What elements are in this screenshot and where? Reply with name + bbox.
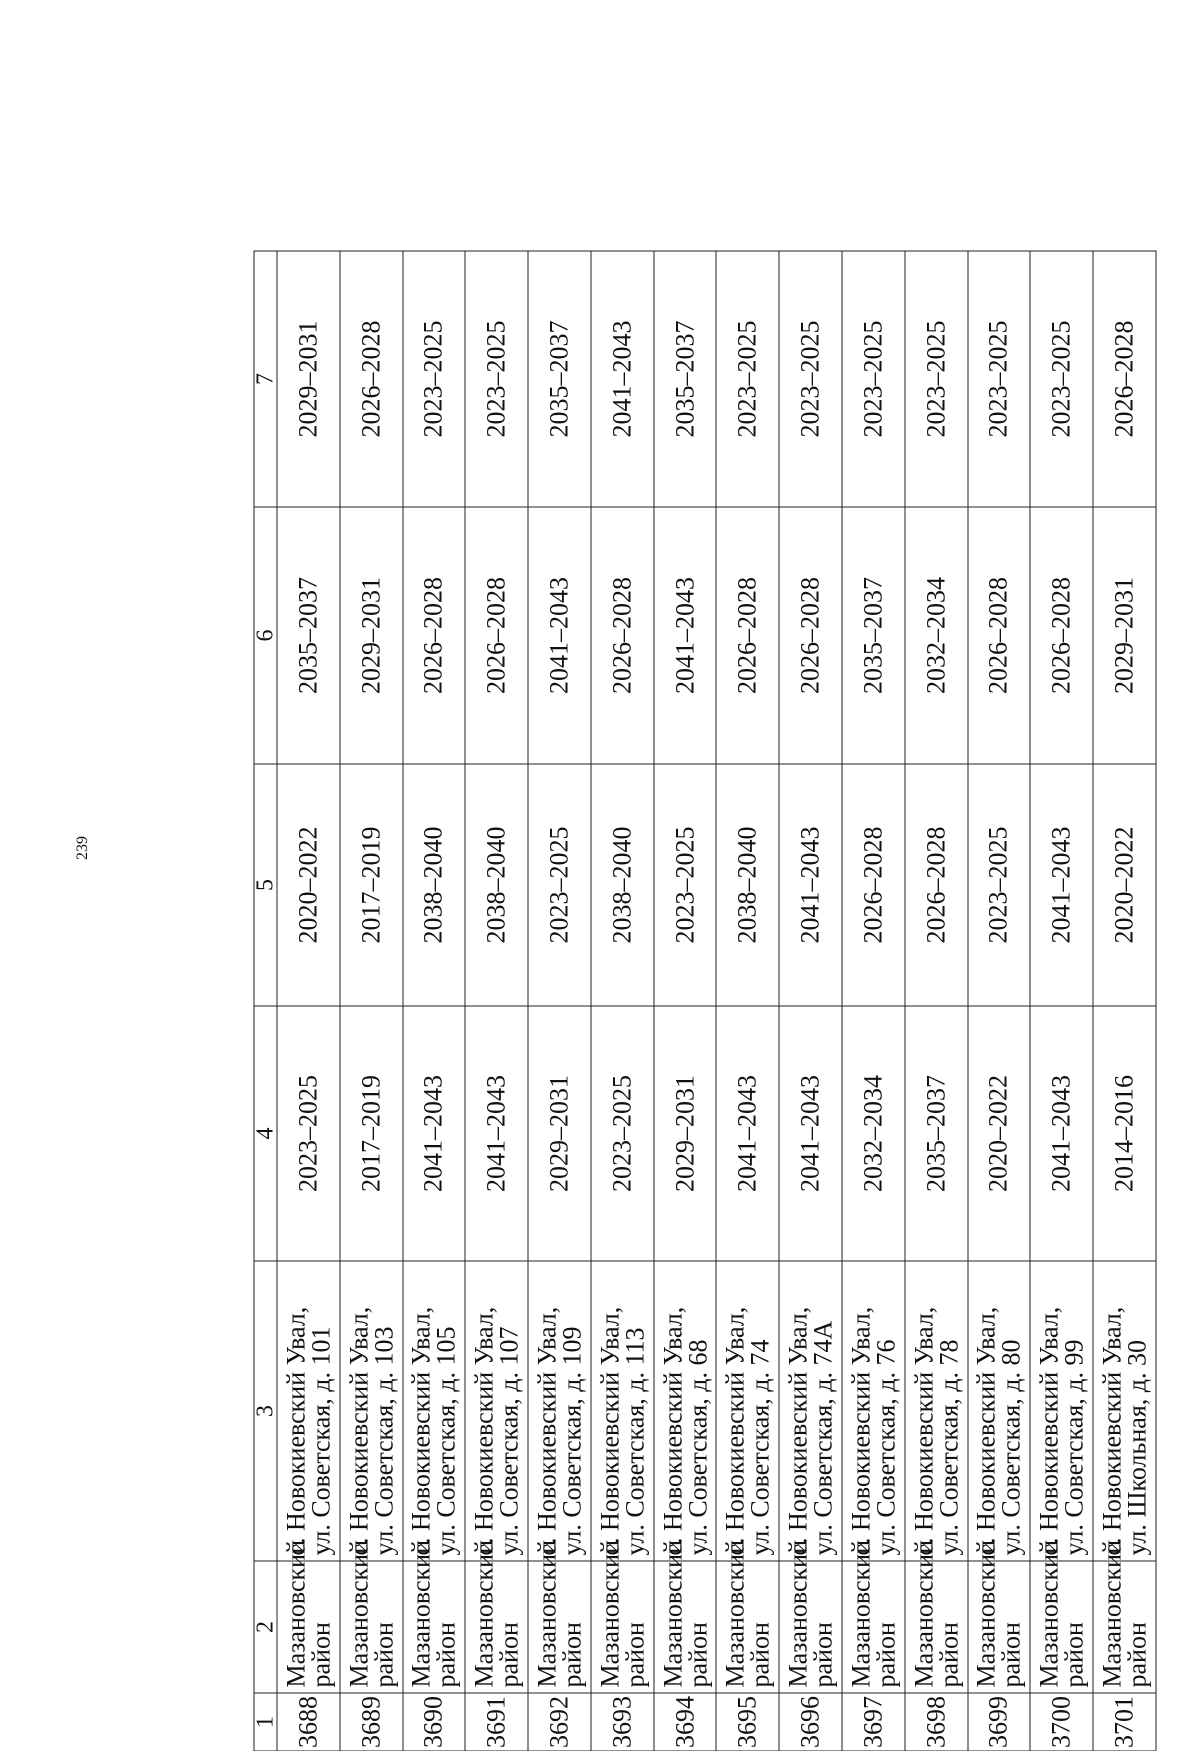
period-cell-col4: 2041–2043 <box>779 1006 842 1261</box>
column-header: 1 <box>254 1693 277 1751</box>
district-line: район <box>1059 1621 1089 1687</box>
address-cell <box>905 1261 968 1561</box>
address-line: ул. Советская, д. 105 <box>431 1325 461 1555</box>
period-cell-col4: 2029–2031 <box>654 1006 717 1261</box>
district-line: район <box>934 1621 964 1687</box>
address-line: с. Новокиевский Увал, <box>658 1306 688 1555</box>
address-cell <box>465 1261 528 1561</box>
period-cell-col5: 2038–2040 <box>716 764 779 1006</box>
period-cell-col4: 2014–2016 <box>1093 1006 1156 1261</box>
period-cell-col7: 2023–2025 <box>968 251 1031 507</box>
table-row <box>905 251 968 1751</box>
address-line: с. Новокиевский Увал, <box>783 1306 813 1555</box>
table-row <box>1093 251 1156 1751</box>
record-number-cell: 3692 <box>528 1693 591 1751</box>
period-cell-col4: 2041–2043 <box>1030 1006 1093 1261</box>
district-cell <box>968 1539 1031 1693</box>
address-line: с. Новокиевский Увал, <box>469 1306 499 1555</box>
period-cell-col6: 2026–2028 <box>1030 507 1093 764</box>
period-cell-col6: 2041–2043 <box>528 507 591 764</box>
period-cell-col6: 2041–2043 <box>654 507 717 764</box>
period-cell-col5: 2023–2025 <box>968 764 1031 1006</box>
district-line: Мазановский <box>658 1539 688 1687</box>
district-line: Мазановский <box>783 1539 813 1687</box>
record-number-cell: 3695 <box>716 1693 779 1751</box>
district-cell <box>842 1539 905 1693</box>
address-cell <box>403 1261 466 1561</box>
district-line: Мазановский <box>720 1539 750 1687</box>
district-line: Мазановский <box>1034 1539 1064 1687</box>
district-line: район <box>871 1621 901 1687</box>
district-cell <box>716 1539 779 1693</box>
address-line: с. Новокиевский Увал, <box>1097 1306 1127 1555</box>
column-header: 2 <box>254 1561 277 1693</box>
period-cell-col7: 2023–2025 <box>779 251 842 507</box>
address-cell <box>528 1261 591 1561</box>
district-line: Мазановский <box>469 1539 499 1687</box>
address-line: с. Новокиевский Увал, <box>344 1306 374 1555</box>
district-line: район <box>557 1621 587 1687</box>
period-cell-col4: 2020–2022 <box>968 1006 1031 1261</box>
table-row <box>1030 251 1093 1751</box>
period-cell-col5: 2026–2028 <box>905 764 968 1006</box>
table-row <box>842 251 905 1751</box>
period-cell-col4: 2023–2025 <box>591 1006 654 1261</box>
period-cell-col5: 2020–2022 <box>1093 764 1156 1006</box>
table-row <box>340 251 403 1751</box>
address-line: с. Новокиевский Увал, <box>281 1306 311 1555</box>
period-cell-col6: 2032–2034 <box>905 507 968 764</box>
address-line: ул. Советская, д. 74 <box>745 1338 775 1555</box>
district-line: Мазановский <box>1097 1539 1127 1687</box>
period-cell-col5: 2038–2040 <box>591 764 654 1006</box>
period-cell-col4: 2017–2019 <box>340 1006 403 1261</box>
address-cell <box>654 1261 717 1561</box>
period-cell-col5: 2023–2025 <box>528 764 591 1006</box>
period-cell-col6: 2029–2031 <box>1093 507 1156 764</box>
record-number-cell: 3701 <box>1093 1693 1156 1751</box>
district-line: район <box>620 1621 650 1687</box>
period-cell-col7: 2041–2043 <box>591 251 654 507</box>
record-number-cell: 3690 <box>403 1693 466 1751</box>
address-line: ул. Советская, д. 78 <box>934 1338 964 1555</box>
district-line: Мазановский <box>595 1539 625 1687</box>
address-cell <box>340 1261 403 1561</box>
period-cell-col7: 2035–2037 <box>654 251 717 507</box>
district-line: район <box>431 1621 461 1687</box>
column-number-row <box>254 251 277 1751</box>
district-line: Мазановский <box>971 1539 1001 1687</box>
period-cell-col5: 2041–2043 <box>779 764 842 1006</box>
period-cell-col6: 2026–2028 <box>591 507 654 764</box>
period-cell-col4: 2032–2034 <box>842 1006 905 1261</box>
address-cell <box>779 1261 842 1561</box>
district-line: район <box>996 1621 1026 1687</box>
period-cell-col6: 2029–2031 <box>340 507 403 764</box>
period-cell-col6: 2035–2037 <box>842 507 905 764</box>
district-cell <box>340 1539 403 1693</box>
period-cell-col7: 2023–2025 <box>842 251 905 507</box>
district-line: район <box>306 1621 336 1687</box>
period-cell-col4: 2041–2043 <box>716 1006 779 1261</box>
address-line: ул. Советская, д. 107 <box>494 1325 524 1555</box>
address-cell <box>277 1261 340 1561</box>
district-cell <box>591 1539 654 1693</box>
period-cell-col5: 2038–2040 <box>403 764 466 1006</box>
period-cell-col5: 2023–2025 <box>654 764 717 1006</box>
address-line: ул. Советская, д. 74А <box>808 1320 838 1555</box>
district-cell <box>403 1539 466 1693</box>
column-header: 6 <box>254 507 277 764</box>
period-cell-col6: 2035–2037 <box>277 507 340 764</box>
record-number-cell: 3691 <box>465 1693 528 1751</box>
address-line: ул. Советская, д. 103 <box>369 1325 399 1555</box>
address-line: ул. Советская, д. 99 <box>1059 1338 1089 1555</box>
period-cell-col5: 2020–2022 <box>277 764 340 1006</box>
table-row <box>277 251 340 1751</box>
period-cell-col4: 2029–2031 <box>528 1006 591 1261</box>
column-header: 5 <box>254 764 277 1006</box>
page-number: 239 <box>74 836 91 860</box>
record-number-cell: 3699 <box>968 1693 1031 1751</box>
period-cell-col5: 2041–2043 <box>1030 764 1093 1006</box>
address-line: ул. Советская, д. 101 <box>306 1325 336 1555</box>
period-cell-col7: 2023–2025 <box>465 251 528 507</box>
address-line: с. Новокиевский Увал, <box>846 1306 876 1555</box>
district-cell <box>465 1539 528 1693</box>
district-line: Мазановский <box>532 1539 562 1687</box>
period-cell-col7: 2035–2037 <box>528 251 591 507</box>
record-number-cell: 3689 <box>340 1693 403 1751</box>
table-row <box>968 251 1031 1751</box>
address-line: ул. Советская, д. 68 <box>683 1338 713 1555</box>
table-body <box>277 251 1156 1751</box>
period-cell-col5: 2026–2028 <box>842 764 905 1006</box>
period-cell-col7: 2023–2025 <box>905 251 968 507</box>
table-row <box>779 251 842 1751</box>
period-cell-col7: 2029–2031 <box>277 251 340 507</box>
table-row <box>716 251 779 1751</box>
period-cell-col6: 2026–2028 <box>968 507 1031 764</box>
record-number-cell: 3696 <box>779 1693 842 1751</box>
address-line: ул. Советская, д. 76 <box>871 1338 901 1555</box>
address-cell <box>968 1261 1031 1561</box>
period-cell-col6: 2026–2028 <box>779 507 842 764</box>
table-row <box>591 251 654 1751</box>
address-line: с. Новокиевский Увал, <box>1034 1306 1064 1555</box>
address-cell <box>591 1261 654 1561</box>
housing-register-table <box>254 250 1157 1751</box>
district-line: район <box>745 1621 775 1687</box>
column-header: 4 <box>254 1006 277 1261</box>
period-cell-col5: 2017–2019 <box>340 764 403 1006</box>
record-number-cell: 3693 <box>591 1693 654 1751</box>
district-cell <box>779 1539 842 1693</box>
district-cell <box>1030 1539 1093 1693</box>
address-cell <box>1030 1261 1093 1561</box>
address-line: с. Новокиевский Увал, <box>595 1306 625 1555</box>
address-line: ул. Советская, д. 113 <box>620 1326 650 1555</box>
period-cell-col5: 2038–2040 <box>465 764 528 1006</box>
address-line: с. Новокиевский Увал, <box>406 1306 436 1555</box>
district-line: район <box>369 1621 399 1687</box>
address-line: ул. Школьная, д. 30 <box>1122 1339 1152 1555</box>
address-line: с. Новокиевский Увал, <box>532 1306 562 1555</box>
address-cell <box>842 1261 905 1561</box>
period-cell-col4: 2023–2025 <box>277 1006 340 1261</box>
period-cell-col7: 2026–2028 <box>340 251 403 507</box>
district-cell <box>905 1539 968 1693</box>
record-number-cell: 3698 <box>905 1693 968 1751</box>
district-cell <box>1093 1539 1156 1693</box>
district-line: Мазановский <box>909 1539 939 1687</box>
table-row <box>528 251 591 1751</box>
district-line: Мазановский <box>406 1539 436 1687</box>
rotated-table-container <box>254 251 1157 1751</box>
district-cell <box>528 1539 591 1693</box>
district-line: район <box>1122 1621 1152 1687</box>
district-line: Мазановский <box>281 1539 311 1687</box>
table-row <box>654 251 717 1751</box>
period-cell-col7: 2023–2025 <box>403 251 466 507</box>
district-line: район <box>494 1621 524 1687</box>
record-number-cell: 3697 <box>842 1693 905 1751</box>
district-cell <box>654 1539 717 1693</box>
district-cell <box>277 1539 340 1693</box>
period-cell-col6: 2026–2028 <box>403 507 466 764</box>
period-cell-col4: 2035–2037 <box>905 1006 968 1261</box>
period-cell-col7: 2023–2025 <box>1030 251 1093 507</box>
column-header: 3 <box>254 1261 277 1561</box>
district-line: район <box>683 1621 713 1687</box>
address-line: ул. Советская, д. 80 <box>996 1338 1026 1555</box>
column-header: 7 <box>254 251 277 507</box>
period-cell-col4: 2041–2043 <box>403 1006 466 1261</box>
address-cell <box>716 1261 779 1561</box>
table-row <box>465 251 528 1751</box>
address-line: с. Новокиевский Увал, <box>971 1306 1001 1555</box>
period-cell-col4: 2041–2043 <box>465 1006 528 1261</box>
record-number-cell: 3694 <box>654 1693 717 1751</box>
district-line: район <box>808 1621 838 1687</box>
address-line: с. Новокиевский Увал, <box>720 1306 750 1555</box>
record-number-cell: 3700 <box>1030 1693 1093 1751</box>
address-line: ул. Советская, д. 109 <box>557 1325 587 1555</box>
district-line: Мазановский <box>344 1539 374 1687</box>
period-cell-col6: 2026–2028 <box>716 507 779 764</box>
table-row <box>403 251 466 1751</box>
address-cell <box>1093 1261 1156 1561</box>
district-line: Мазановский <box>846 1539 876 1687</box>
period-cell-col7: 2023–2025 <box>716 251 779 507</box>
period-cell-col7: 2026–2028 <box>1093 251 1156 507</box>
record-number-cell: 3688 <box>277 1693 340 1751</box>
address-line: с. Новокиевский Увал, <box>909 1306 939 1555</box>
period-cell-col6: 2026–2028 <box>465 507 528 764</box>
